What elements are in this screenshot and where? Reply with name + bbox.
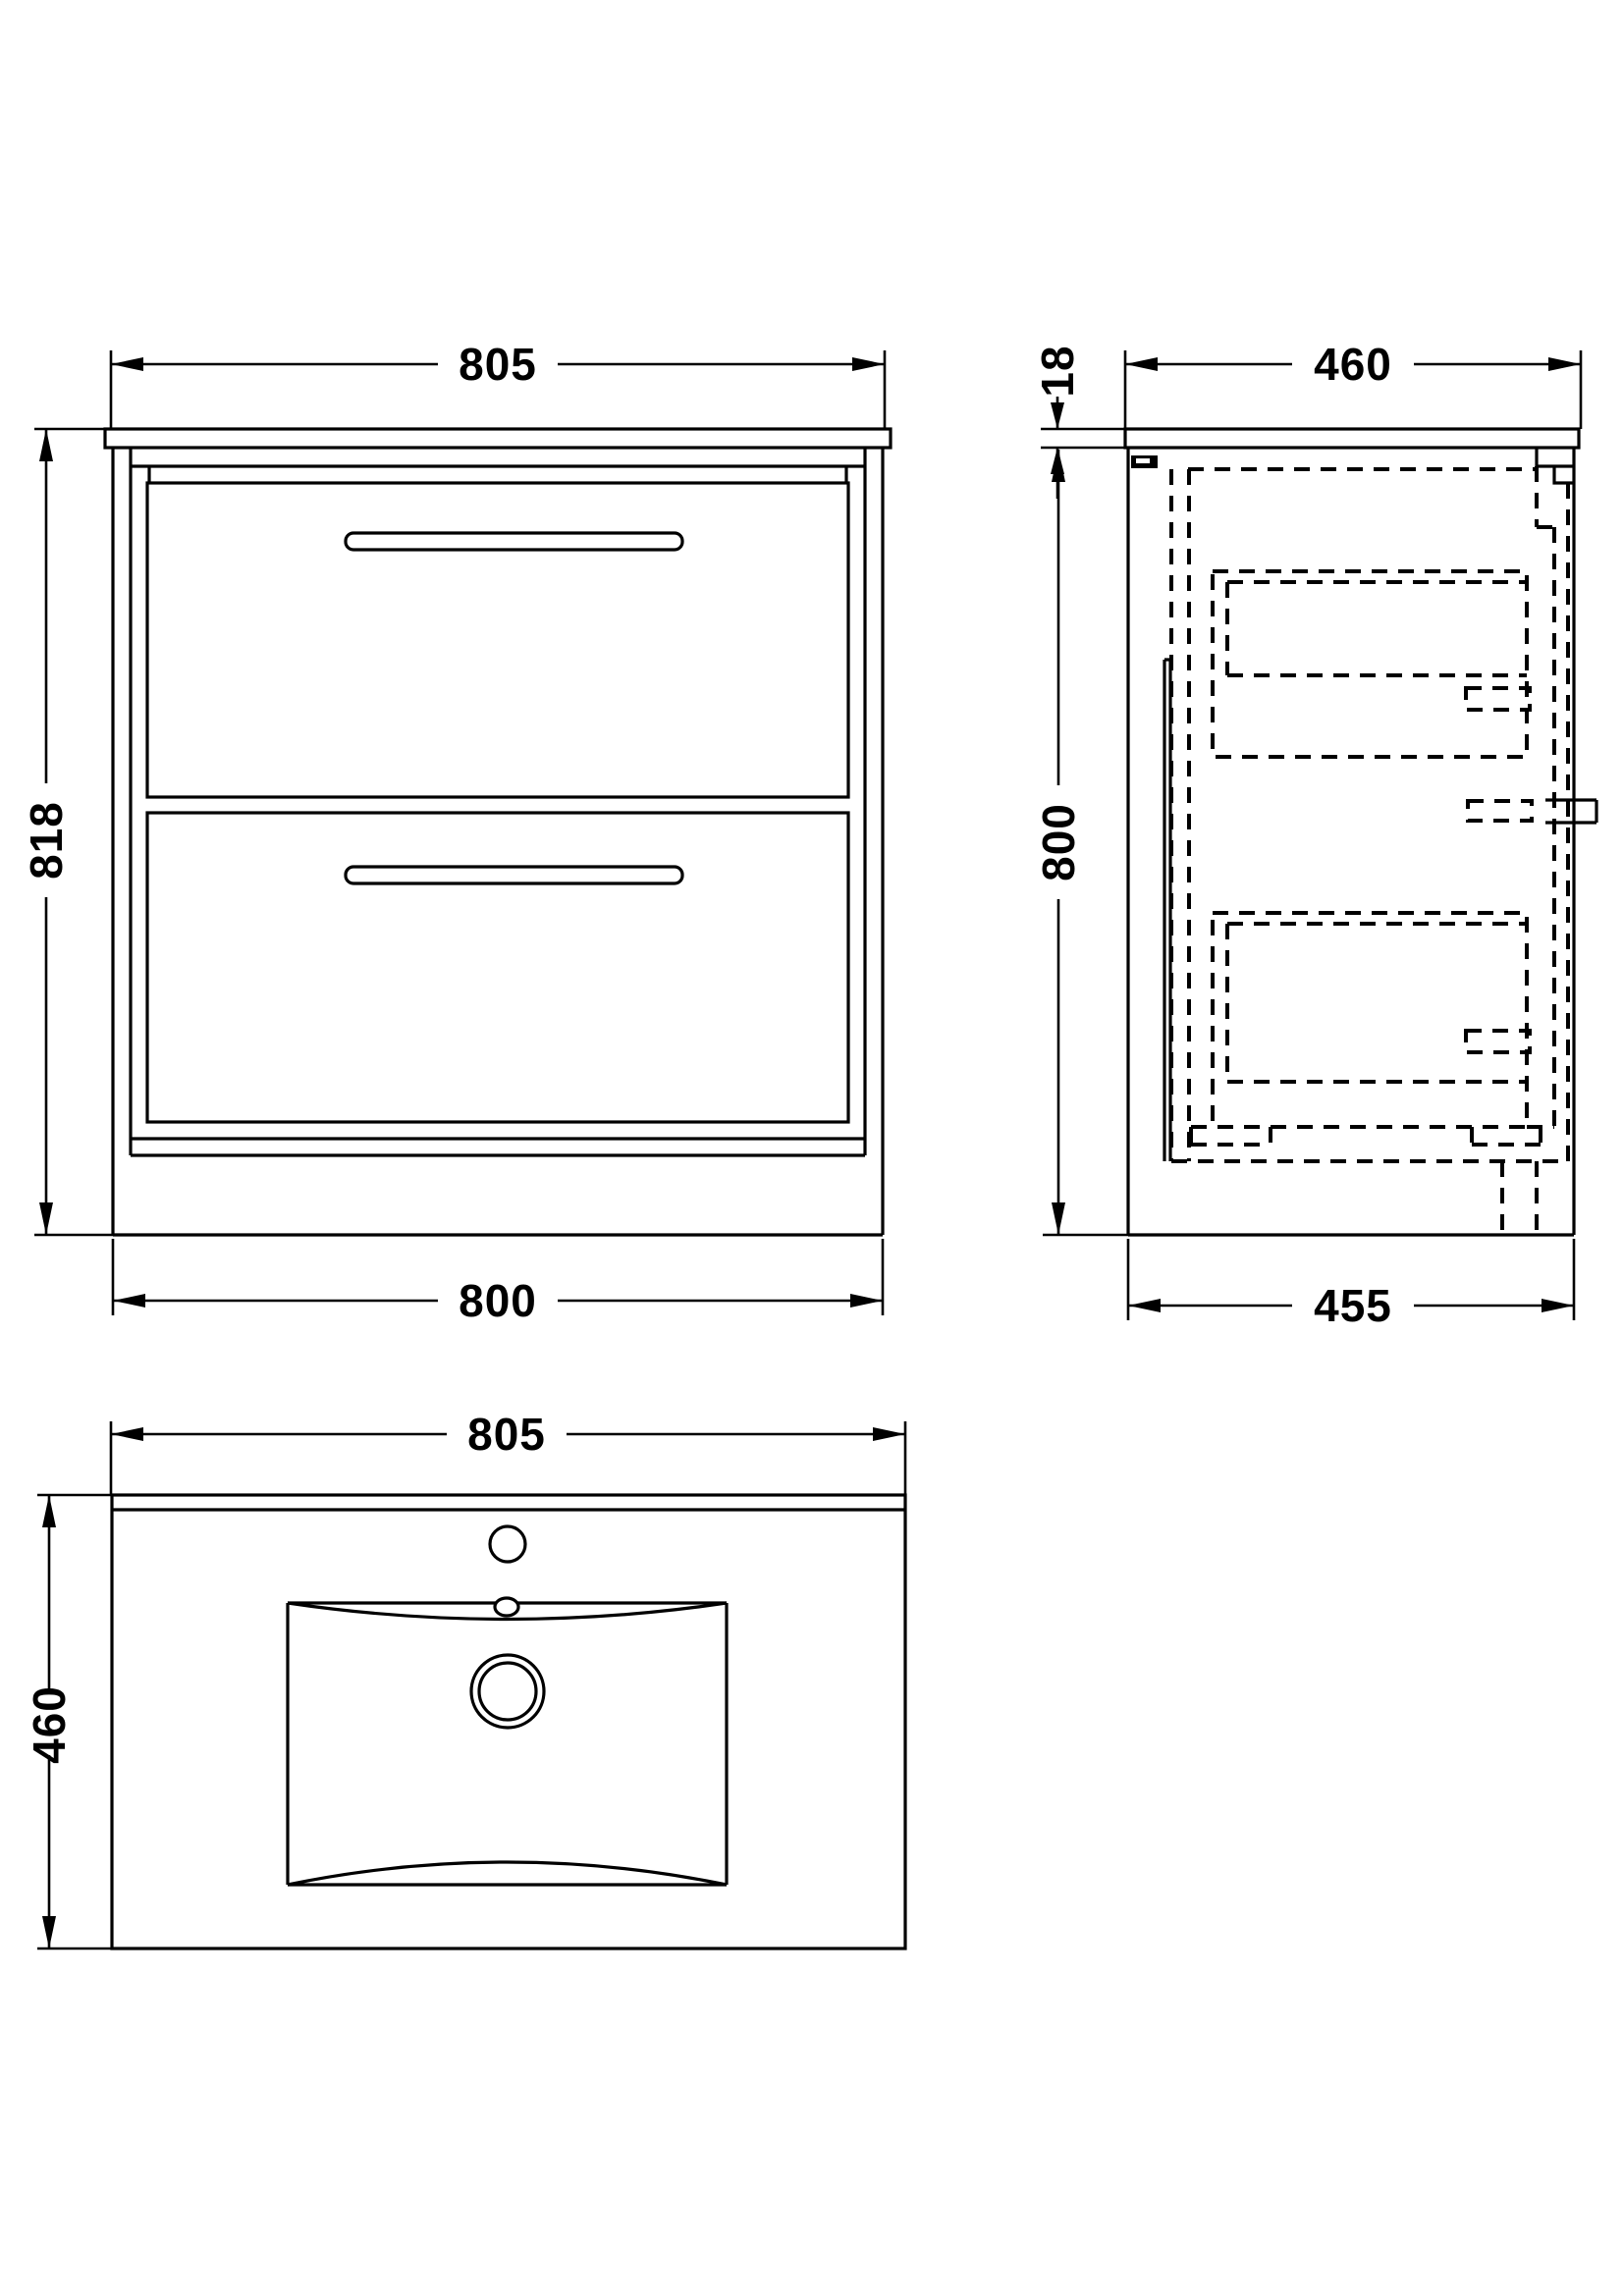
arrowhead (1548, 357, 1581, 371)
mid-rail-fitting (1468, 801, 1532, 821)
arrowhead (42, 1495, 56, 1527)
dim-label-basin-top: 805 (467, 1409, 546, 1460)
side-dim-depth-top (1125, 339, 1581, 429)
front-rail-step-lower (1554, 466, 1574, 483)
arrowhead (111, 357, 143, 371)
dim-label-front-top: 805 (459, 339, 537, 390)
dim-label-front-left: 818 (21, 801, 72, 880)
basin-dim-depth-left (24, 1495, 112, 1949)
bracket-slot (1136, 458, 1150, 463)
arrowhead (42, 1916, 56, 1949)
basin-dim-width-top (111, 1409, 905, 1495)
dim-label-side-top: 460 (1314, 339, 1392, 390)
front-rail-step-upper (1537, 448, 1574, 466)
arrowhead (1125, 357, 1158, 371)
front-dim-width-bottom (113, 1239, 883, 1326)
base-block-right (1472, 1127, 1541, 1145)
side-countertop (1125, 429, 1579, 448)
side-dim-depth-bottom (1128, 1239, 1574, 1331)
dim-label-side-thickness: 18 (1032, 345, 1083, 398)
drawer-handle-lower (346, 867, 682, 883)
drawer-front-upper (147, 483, 848, 797)
drawer-front-lower (147, 813, 848, 1122)
overflow-hole (495, 1598, 518, 1616)
arrowhead (39, 1202, 53, 1235)
dim-label-front-bottom: 800 (459, 1275, 537, 1326)
upper-drawer-box (1213, 571, 1527, 757)
side-hidden-detail (1171, 466, 1568, 1233)
dim-label-basin-left: 460 (24, 1685, 75, 1764)
side-dim-height-left (1033, 450, 1128, 1235)
base-block-left (1191, 1127, 1271, 1145)
upper-drawer-side (1227, 582, 1527, 675)
front-dim-width-top (111, 339, 885, 429)
arrowhead (1542, 1299, 1574, 1312)
lower-drawer-box (1213, 913, 1527, 1127)
front-panel-step (1537, 466, 1554, 1127)
fixing-bracket (1131, 455, 1158, 468)
arrowhead (113, 1294, 145, 1308)
side-view (1032, 339, 1596, 1331)
front-countertop (105, 429, 891, 448)
dim-label-side-left: 800 (1033, 803, 1084, 881)
arrowhead (850, 1294, 883, 1308)
arrowhead (1052, 1202, 1065, 1235)
front-cabinet-carcass (113, 448, 883, 1235)
basin-view (24, 1409, 905, 1949)
dim-label-side-bottom: 455 (1314, 1280, 1392, 1331)
arrowhead (1128, 1299, 1161, 1312)
front-view (21, 339, 891, 1326)
arrowhead (111, 1427, 143, 1441)
side-dim-top-thickness (1032, 345, 1125, 499)
arrowhead (39, 429, 53, 461)
foot-hidden (1502, 1161, 1537, 1233)
drawer-handle-upper (346, 533, 682, 550)
upper-drawer-fitting (1466, 688, 1530, 710)
arrowhead (1051, 402, 1064, 429)
arrowhead (852, 357, 885, 371)
front-dim-height-left (21, 429, 113, 1235)
lower-drawer-fitting (1466, 1031, 1530, 1052)
arrowhead (873, 1427, 905, 1441)
lower-drawer-side (1227, 924, 1527, 1082)
